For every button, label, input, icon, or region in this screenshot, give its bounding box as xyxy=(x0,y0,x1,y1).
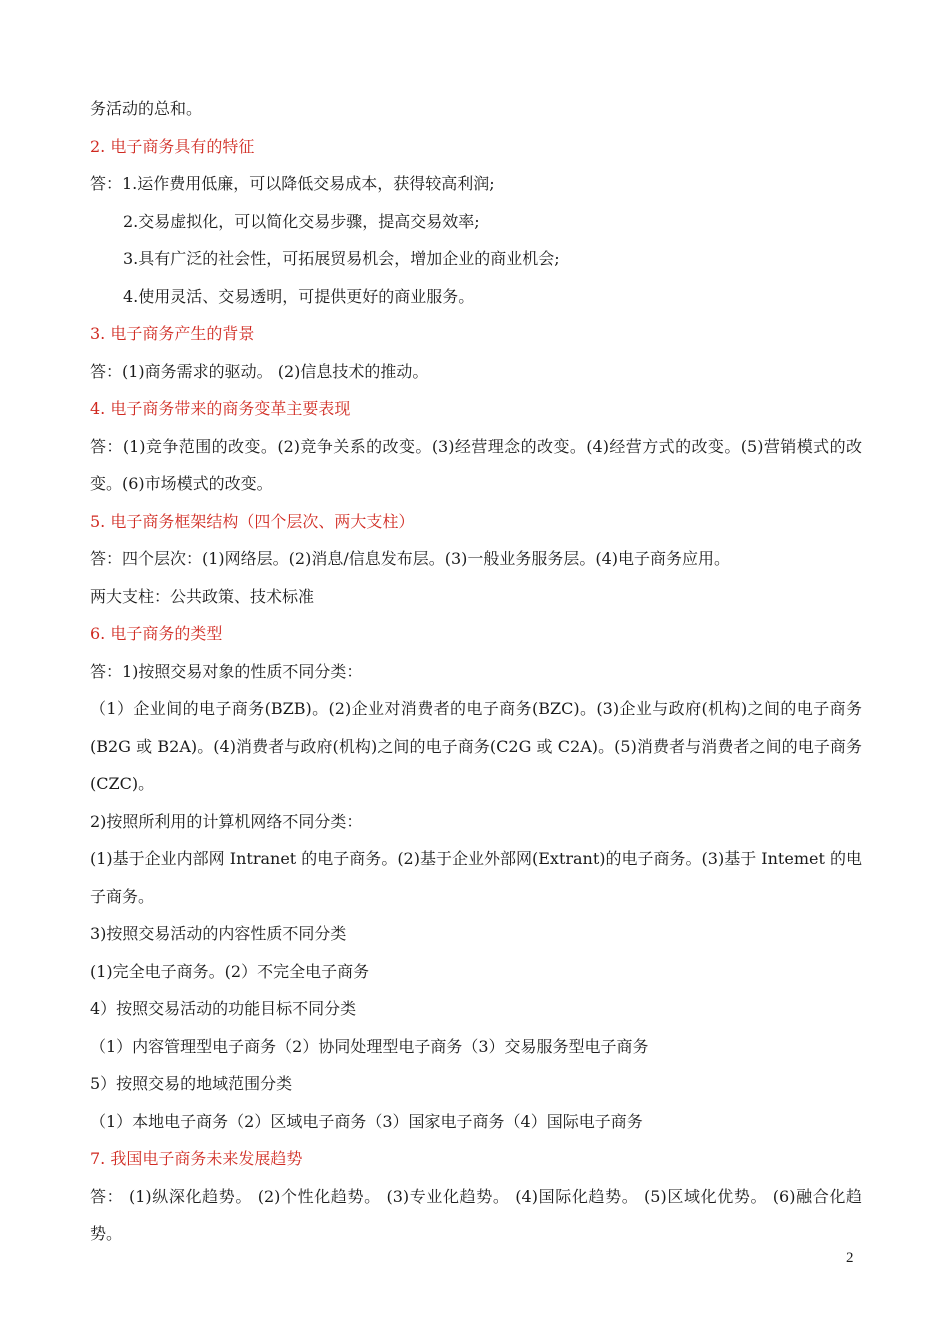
section-2-answer-3: 3.具有广泛的社会性，可拓展贸易机会，增加企业的商业机会; xyxy=(123,249,560,268)
section-6-by-content: (1)完全电子商务。(2）不完全电子商务 xyxy=(90,961,370,981)
section-6-region-title: 5）按照交易的地域范围分类 xyxy=(90,1074,293,1093)
section-6-by-function: （1）内容管理型电子商务（2）协同处理型电子商务（3）交易服务型电子商务 xyxy=(90,1036,649,1056)
section-5-answer: 答：四个层次：(1)网络层。(2)消息/信息发布层。(3)一般业务服务层。(4)电子商务应用。 xyxy=(90,549,731,568)
section-4-heading: 4. 电子商务带来的商务变革主要表现 xyxy=(90,399,351,418)
section-2-answer-4: 4.使用灵活、交易透明，可提供更好的商业服务。 xyxy=(123,286,475,306)
section-2-answer-2: 2.交易虚拟化，可以简化交易步骤，提高交易效率; xyxy=(123,211,480,231)
intro-tail-text: 务活动的总和。 xyxy=(90,99,203,118)
section-6-function-title: 4）按照交易活动的功能目标不同分类 xyxy=(90,999,357,1018)
section-3-answer: 答：(1)商务需求的驱动。 (2)信息技术的推动。 xyxy=(90,361,429,381)
section-6-answer-intro: 答：1)按照交易对象的性质不同分类： xyxy=(90,661,363,681)
section-2-heading: 2. 电子商务具有的特征 xyxy=(90,136,255,156)
section-4-answer: 答：(1)竞争范围的改变。(2)竞争关系的改变。(3)经营理念的改变。(4)经营方式的改变。(5)营销模式的改变。(6)市场模式的改变。 xyxy=(90,436,862,493)
document-page xyxy=(90,90,862,1253)
section-2-answer-1: 答：1.运作费用低廉，可以降低交易成本，获得较高利润; xyxy=(90,174,495,193)
section-6-network-title: 2)按照所利用的计算机网络不同分类： xyxy=(90,811,363,831)
section-7-answer: 答： (1)纵深化趋势。 (2)个性化趋势。 (3)专业化趋势。 (4)国际化趋势。 (5)区域化优势。 (6)融合化趋势。 xyxy=(90,1186,862,1243)
section-5-pillars: 两大支柱：公共政策、技术标准 xyxy=(90,586,315,606)
section-6-by-network: (1)基于企业内部网 Intranet 的电子商务。(2)基于企业外部网(Extrant)的电子商务。(3)基于 Intemet 的电子商务。 xyxy=(90,849,862,906)
section-6-heading: 6. 电子商务的类型 xyxy=(90,624,223,643)
section-7-heading: 7. 我国电子商务未来发展趋势 xyxy=(90,1149,303,1168)
section-6-by-object: （1）企业间的电子商务(BZB)。(2)企业对消费者的电子商务(BZC)。(3)企业与政府(机构)之间的电子商务(B2G 或 B2A)。(4)消费者与政府(机构)之间的电子商务(C2G 或 C2A)。(5)消费者与消费者之间的电子商务(CZC)。 xyxy=(90,699,862,793)
section-6-content-title: 3)按照交易活动的内容性质不同分类 xyxy=(90,924,347,943)
section-6-by-region: （1）本地电子商务（2）区域电子商务（3）国家电子商务（4）国际电子商务 xyxy=(90,1111,643,1131)
section-5-heading: 5. 电子商务框架结构（四个层次、两大支柱） xyxy=(90,511,415,531)
section-3-heading: 3. 电子商务产生的背景 xyxy=(90,324,255,343)
page-number: 2 xyxy=(846,1250,854,1266)
